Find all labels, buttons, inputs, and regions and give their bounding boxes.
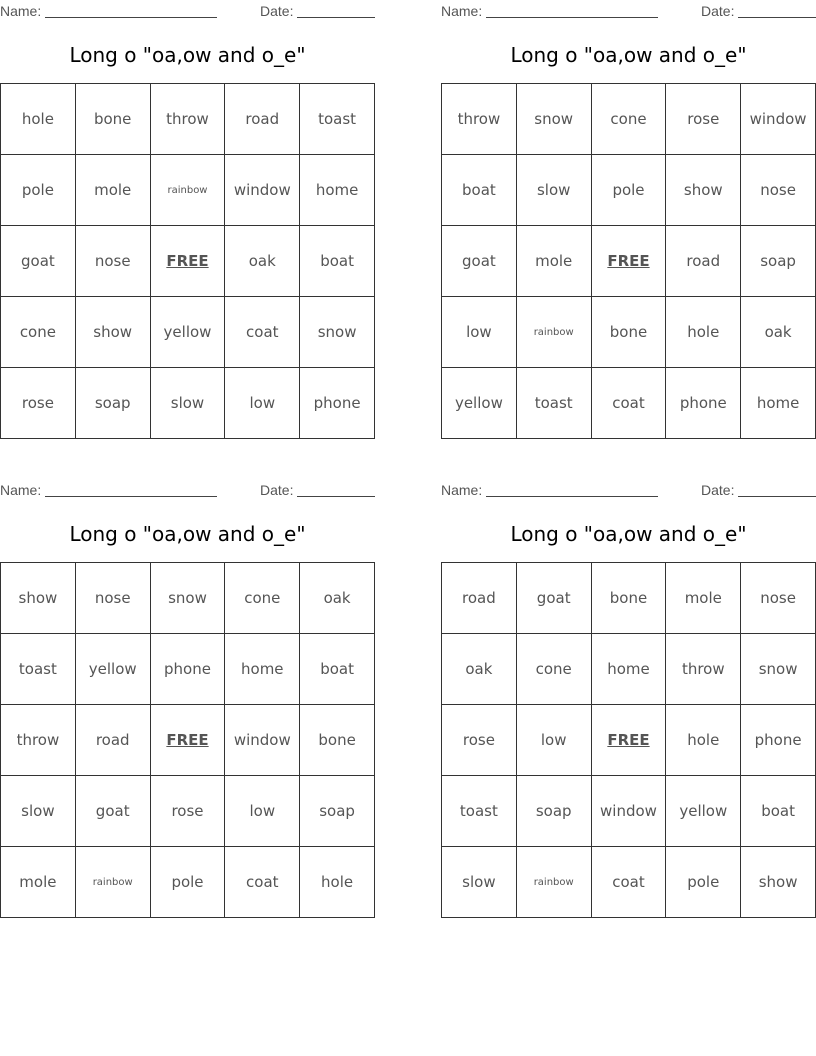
word-cell: slow [442,847,517,918]
word-cell: slow [150,368,225,439]
word-cell: coat [225,297,300,368]
word-cell: bone [300,705,375,776]
date-line [738,17,816,18]
grid-row [1,84,375,155]
word-cell: road [75,705,150,776]
word-cell: hole [300,847,375,918]
word-cell: snow [150,563,225,634]
free-space-cell: FREE [150,226,225,297]
grid-row [1,705,375,776]
card-header [441,479,816,501]
grid-row [442,847,816,918]
word-cell: hole [1,84,76,155]
word-cell: home [591,634,666,705]
word-cell: toast [300,84,375,155]
word-cell: snow [300,297,375,368]
word-cell: goat [1,226,76,297]
bingo-card [0,0,375,412]
word-cell: cone [516,634,591,705]
word-cell: bone [591,563,666,634]
word-cell: goat [516,563,591,634]
word-cell: soap [75,368,150,439]
word-cell: mole [1,847,76,918]
word-cell: show [666,155,741,226]
grid-row [442,84,816,155]
word-cell: boat [741,776,816,847]
name-line [486,17,658,18]
word-cell: phone [300,368,375,439]
word-cell: road [442,563,517,634]
grid-row [442,226,816,297]
word-cell: phone [150,634,225,705]
word-cell: slow [1,776,76,847]
word-cell: phone [741,705,816,776]
word-cell: window [741,84,816,155]
card-header [441,0,816,22]
bingo-card [441,479,816,891]
grid-row [442,776,816,847]
word-cell: toast [442,776,517,847]
word-cell: soap [516,776,591,847]
grid-row [442,297,816,368]
word-cell: rainbow [516,297,591,368]
date-line [738,496,816,497]
word-cell: throw [1,705,76,776]
word-cell: boat [300,226,375,297]
date-line [297,17,375,18]
word-cell: toast [1,634,76,705]
name-line [45,17,217,18]
name-line [45,496,217,497]
word-cell: rose [1,368,76,439]
word-cell: pole [666,847,741,918]
word-cell: oak [741,297,816,368]
grid-row [1,776,375,847]
word-cell: hole [666,297,741,368]
word-cell: home [741,368,816,439]
word-cell: snow [741,634,816,705]
word-cell: nose [75,563,150,634]
card-title: Long o "oa,ow and o_e" [69,43,306,67]
word-cell: phone [666,368,741,439]
word-cell: cone [1,297,76,368]
word-cell: nose [741,155,816,226]
word-cell: yellow [75,634,150,705]
free-space-cell: FREE [591,226,666,297]
word-cell: boat [442,155,517,226]
grid-row [1,155,375,226]
date-label: Date: [701,3,735,19]
word-cell: coat [591,847,666,918]
grid-row [442,705,816,776]
word-cell: oak [225,226,300,297]
card-title: Long o "oa,ow and o_e" [510,43,747,67]
word-cell: bone [75,84,150,155]
date-label: Date: [701,482,735,498]
card-header [0,479,375,501]
word-cell: soap [741,226,816,297]
card-title: Long o "oa,ow and o_e" [510,522,747,546]
word-cell: pole [591,155,666,226]
bingo-grid [441,83,816,439]
grid-row [1,847,375,918]
word-cell: oak [442,634,517,705]
grid-row [1,634,375,705]
bingo-card [0,479,375,891]
word-cell: nose [75,226,150,297]
word-cell: cone [225,563,300,634]
word-cell: throw [150,84,225,155]
word-cell: hole [666,705,741,776]
word-cell: rose [150,776,225,847]
word-cell: low [225,776,300,847]
word-cell: toast [516,368,591,439]
word-cell: yellow [666,776,741,847]
free-space-cell: FREE [591,705,666,776]
word-cell: snow [516,84,591,155]
word-cell: slow [516,155,591,226]
grid-row [1,297,375,368]
bingo-card [441,0,816,412]
bingo-grid [0,562,375,918]
word-cell: soap [300,776,375,847]
word-cell: low [516,705,591,776]
word-cell: road [225,84,300,155]
word-cell: home [300,155,375,226]
word-cell: mole [516,226,591,297]
date-label: Date: [260,3,294,19]
date-label: Date: [260,482,294,498]
word-cell: rainbow [75,847,150,918]
bingo-grid [0,83,375,439]
word-cell: nose [741,563,816,634]
word-cell: window [591,776,666,847]
word-cell: show [741,847,816,918]
word-cell: home [225,634,300,705]
grid-row [1,368,375,439]
free-space-cell: FREE [150,705,225,776]
word-cell: cone [591,84,666,155]
grid-row [442,155,816,226]
word-cell: window [225,155,300,226]
bingo-grid [441,562,816,918]
word-cell: pole [150,847,225,918]
word-cell: yellow [442,368,517,439]
word-cell: pole [1,155,76,226]
card-title: Long o "oa,ow and o_e" [69,522,306,546]
word-cell: throw [442,84,517,155]
name-label: Name: [441,482,483,498]
word-cell: coat [225,847,300,918]
date-line [297,496,375,497]
word-cell: goat [442,226,517,297]
grid-row [1,563,375,634]
word-cell: show [75,297,150,368]
word-cell: rose [666,84,741,155]
card-header [0,0,375,22]
grid-row [442,563,816,634]
name-label: Name: [0,482,42,498]
grid-row [442,634,816,705]
word-cell: road [666,226,741,297]
grid-row [442,368,816,439]
word-cell: throw [666,634,741,705]
word-cell: rose [442,705,517,776]
word-cell: rainbow [516,847,591,918]
word-cell: mole [666,563,741,634]
word-cell: bone [591,297,666,368]
name-line [486,496,658,497]
word-cell: oak [300,563,375,634]
word-cell: coat [591,368,666,439]
word-cell: boat [300,634,375,705]
word-cell: window [225,705,300,776]
name-label: Name: [441,3,483,19]
word-cell: low [442,297,517,368]
word-cell: show [1,563,76,634]
name-label: Name: [0,3,42,19]
word-cell: mole [75,155,150,226]
word-cell: low [225,368,300,439]
word-cell: rainbow [150,155,225,226]
word-cell: yellow [150,297,225,368]
grid-row [1,226,375,297]
word-cell: goat [75,776,150,847]
